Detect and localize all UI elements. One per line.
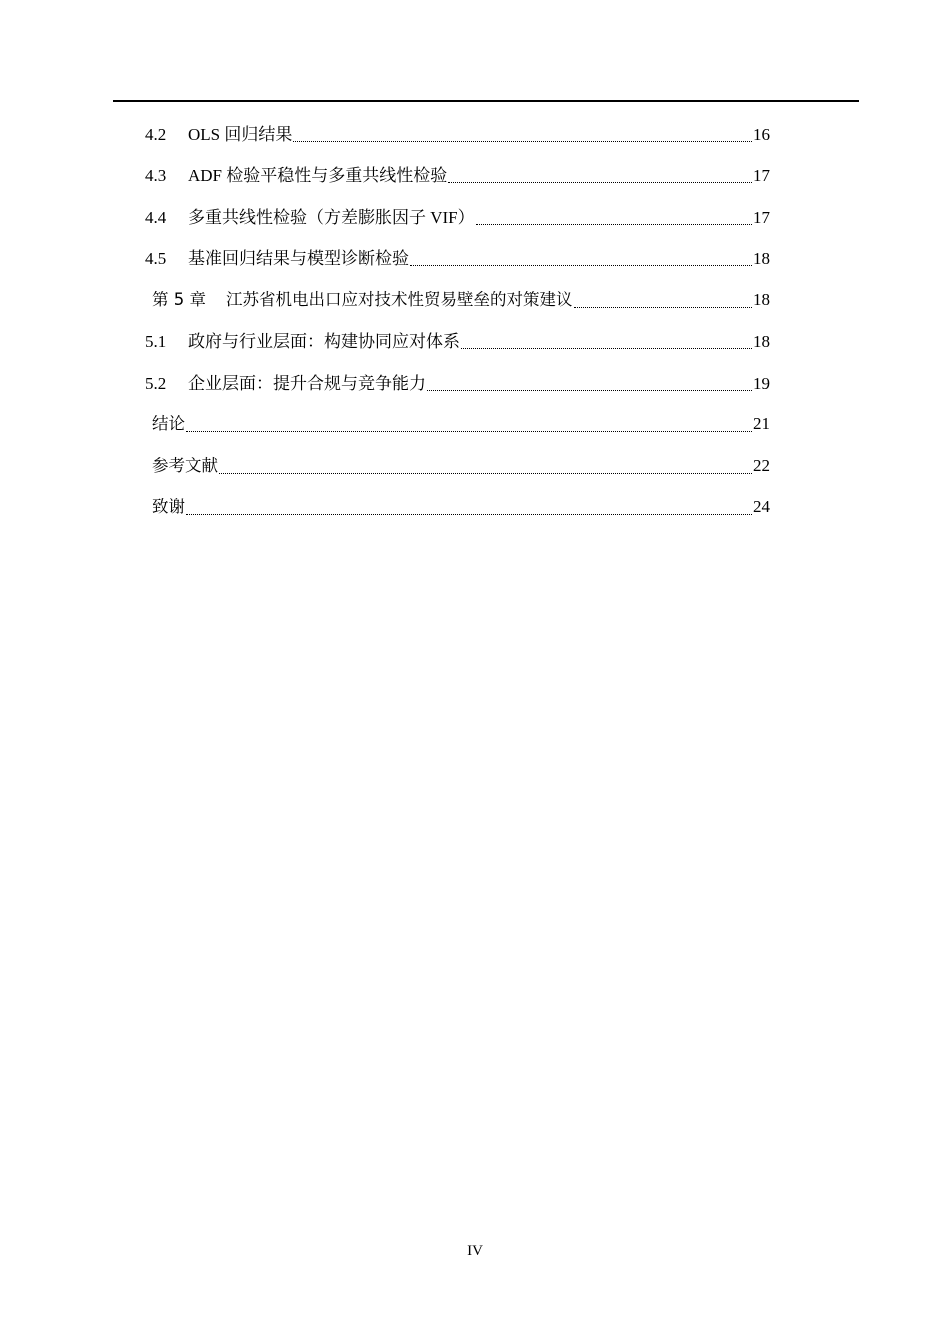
toc-entry-title: ADF 检验平稳性与多重共线性检验 [188,166,448,185]
toc-entry-number: 5.1 [145,332,167,351]
toc-entry-title: 结论 [152,414,185,433]
toc-entry-page: 18 [753,290,770,309]
toc-dot-leader [219,472,752,474]
toc-entry-number: 4.2 [145,125,167,144]
toc-entry-page: 17 [753,166,770,185]
toc-entry-4-4[interactable] [145,203,770,229]
toc-entry-number: 4.4 [145,208,167,227]
toc-entry-title: 致谢 [152,497,185,516]
footer-page-number: IV [467,1243,483,1259]
toc-entry-title: 政府与行业层面：构建协同应对体系 [188,332,460,351]
toc-chapter-number: 第 5 章 [152,290,206,309]
toc-entry-page: 16 [753,125,770,144]
toc-dot-leader [293,140,752,142]
toc-entry-conclusion[interactable] [152,410,770,436]
toc-dot-leader [427,389,752,391]
toc-entry-4-5[interactable] [145,244,770,270]
toc-entry-title: 多重共线性检验（方差膨胀因子 VIF） [188,208,475,227]
toc-entry-page: 18 [753,249,770,268]
toc-dot-leader [410,264,752,266]
toc-entry-title: OLS 回归结果 [188,125,293,144]
toc-dot-leader [186,513,752,515]
toc-entry-acknowledgements[interactable] [152,493,770,519]
toc-dot-leader [461,347,752,349]
toc-entry-5-1[interactable] [145,327,770,353]
toc-dot-leader [476,223,752,225]
toc-entry-number: 4.3 [145,166,167,185]
toc-dot-leader [574,306,753,308]
toc-entry-title: 参考文献 [152,456,218,475]
toc-entry-references[interactable] [152,452,770,478]
toc-entry-page: 19 [753,374,770,393]
toc-entry-page: 18 [753,332,770,351]
toc-entry-number: 4.5 [145,249,167,268]
toc-entry-page: 24 [753,497,770,516]
toc-entry-5-2[interactable] [145,369,770,395]
toc-entry-page: 22 [753,456,770,475]
toc-entry-title: 基准回归结果与模型诊断检验 [188,249,409,268]
toc-entry-title: 企业层面：提升合规与竞争能力 [188,374,426,393]
toc-entry-page: 21 [753,414,770,433]
toc-entry-number: 5.2 [145,374,167,393]
toc-entry-chapter-5[interactable] [152,286,770,312]
toc-entry-4-3[interactable] [145,161,770,187]
toc-dot-leader [186,430,752,432]
toc-entry-4-2[interactable] [145,120,770,146]
toc-entry-page: 17 [753,208,770,227]
toc-entry-title: 江苏省机电出口应对技术性贸易壁垒的对策建议 [226,290,573,309]
toc-dot-leader [448,181,752,183]
